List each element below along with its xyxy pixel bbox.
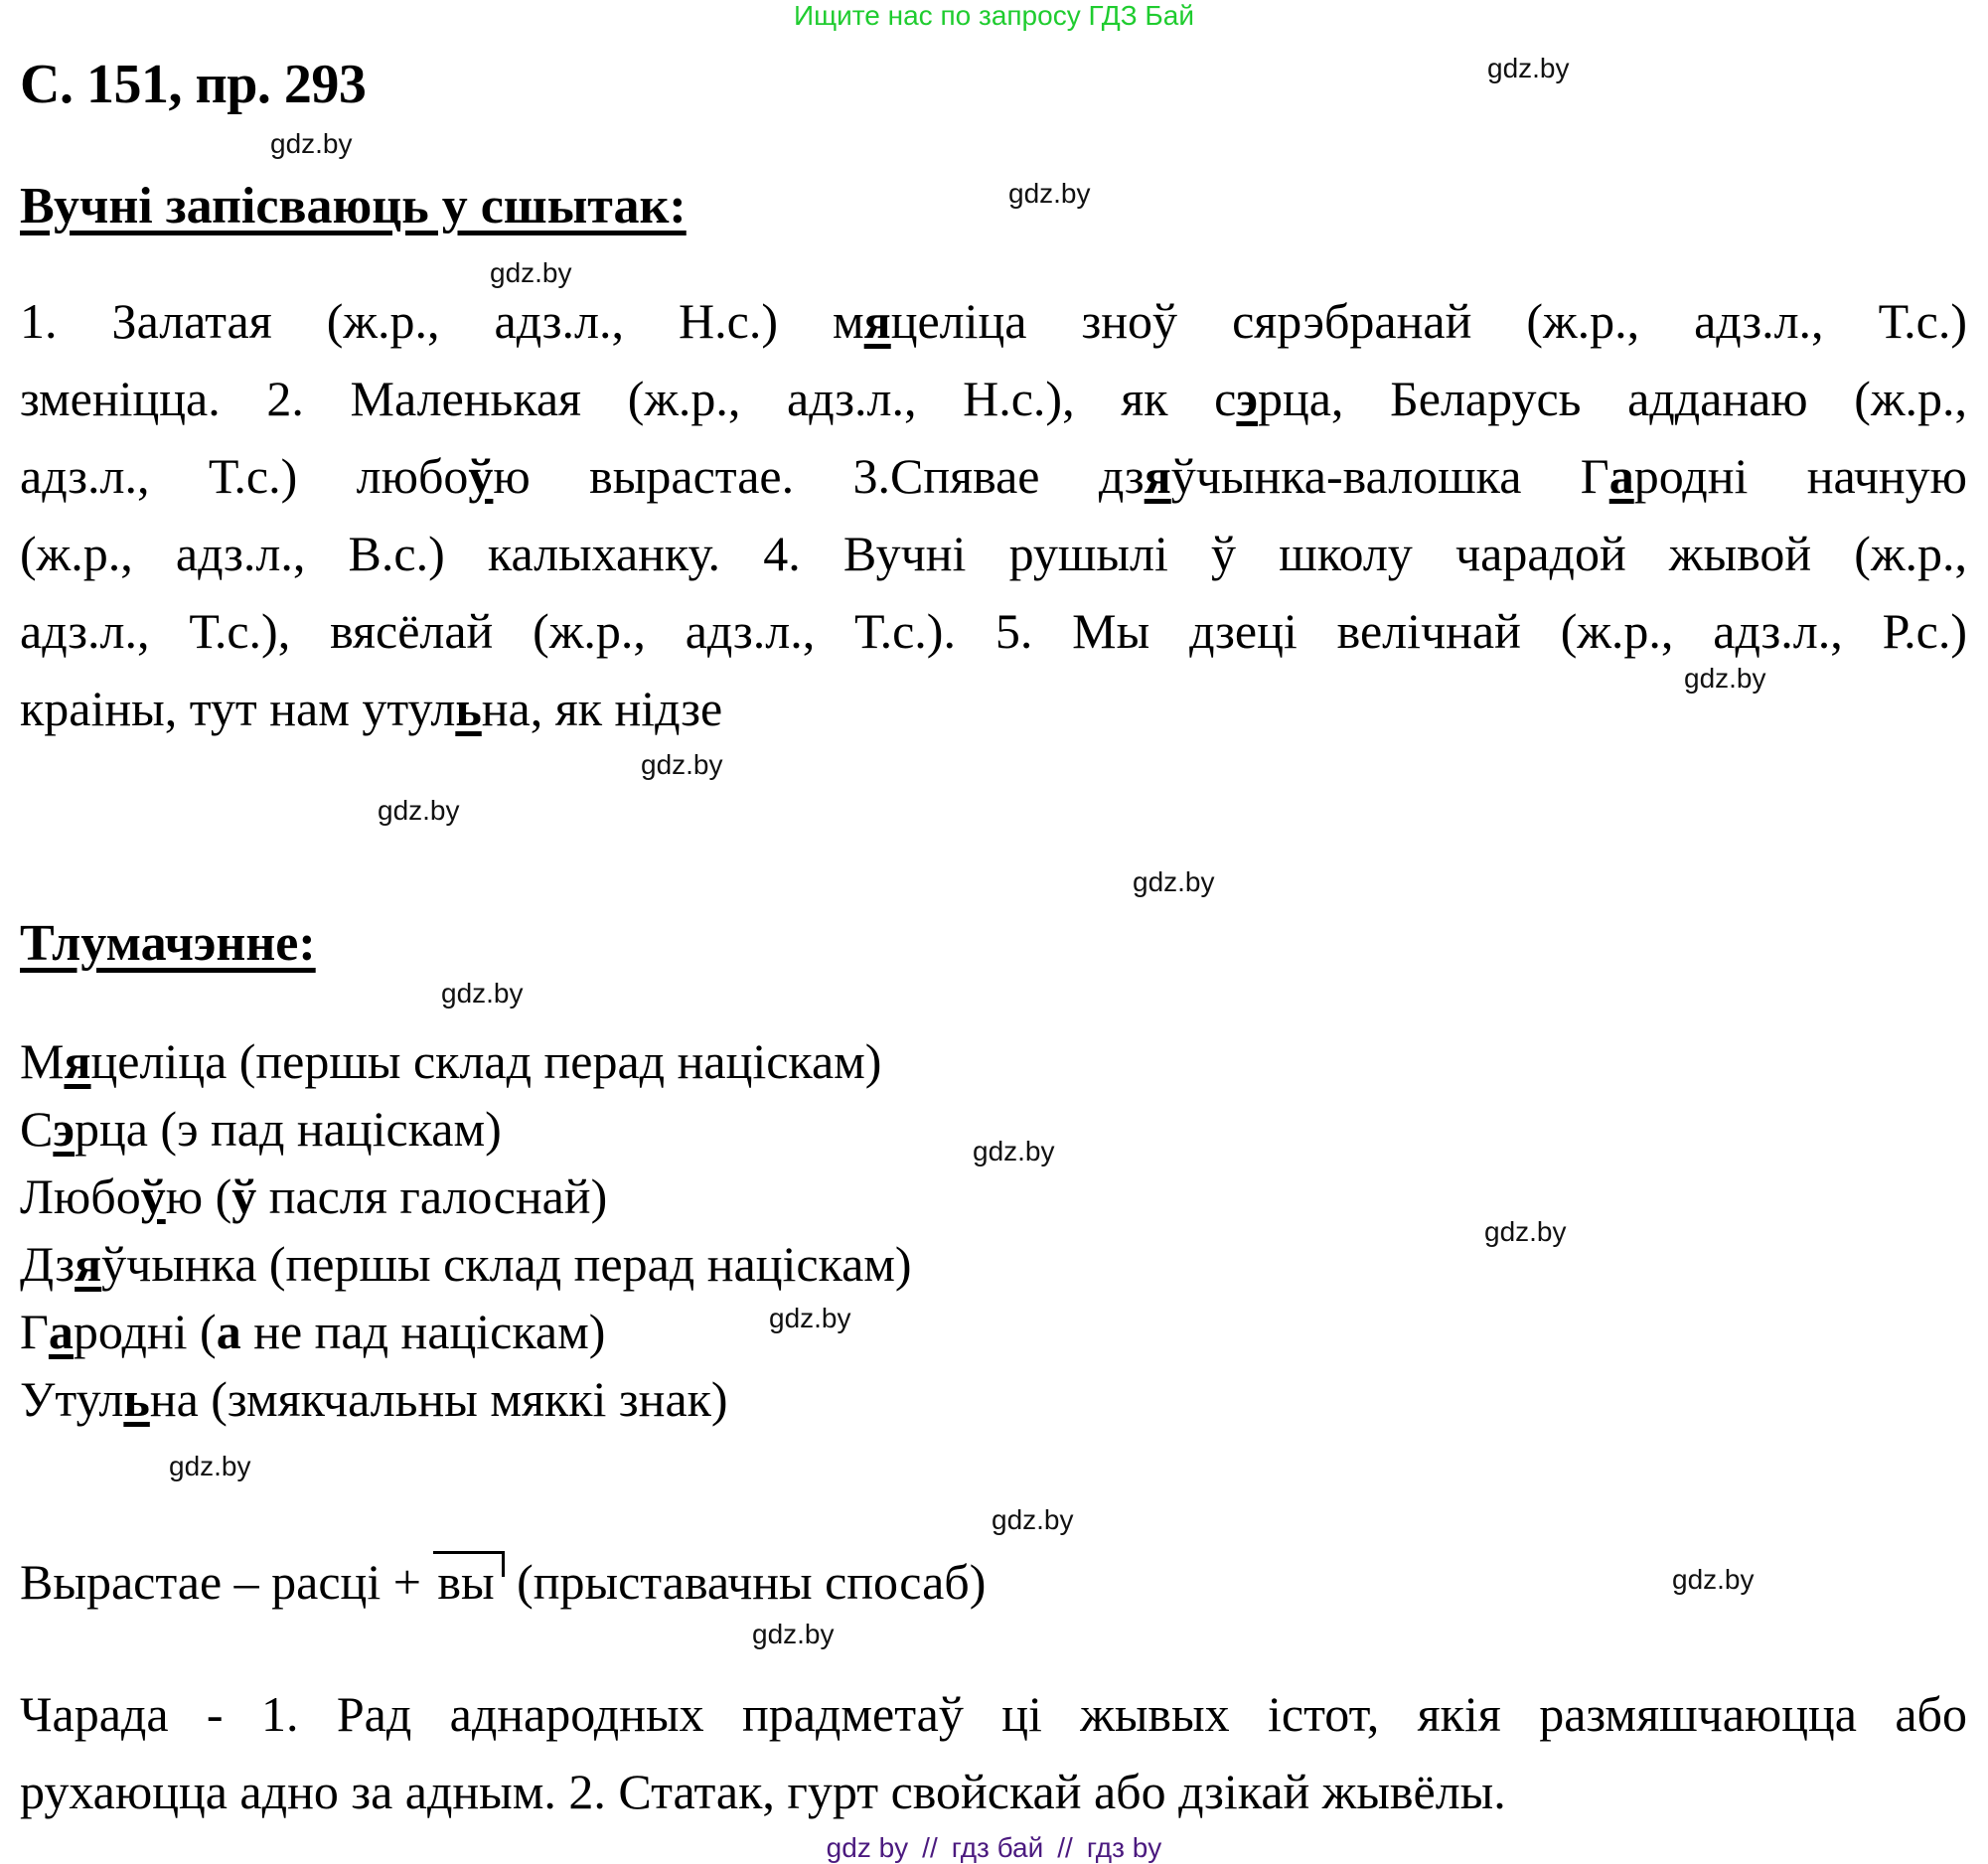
prefix-mark-icon: вы	[433, 1551, 504, 1610]
search-banner[interactable]: Ищите нас по запросу ГДЗ Бай	[793, 0, 1195, 31]
explanation-item: Утульна (змякчальны мяккі знак)	[20, 1371, 728, 1427]
explanation-item: Гародні (а не пад націскам)	[20, 1304, 606, 1359]
watermark: gdz.by	[752, 1619, 835, 1649]
marked-letter: э	[53, 1101, 75, 1157]
watermark: gdz.by	[490, 257, 572, 288]
watermark: gdz.by	[641, 749, 723, 780]
watermark: gdz.by	[169, 1451, 251, 1481]
explanation-item: Дзяўчынка (першы склад перад націскам)	[20, 1236, 912, 1292]
watermark: gdz.by	[992, 1504, 1074, 1535]
footer-link[interactable]: гдз бай	[951, 1832, 1044, 1863]
section-heading-notebook: Вучні запісваюць у сшытак:	[20, 178, 687, 234]
marked-letter: а	[48, 1304, 74, 1359]
watermark: gdz.by	[1487, 53, 1570, 83]
marked-letter: ь	[455, 681, 482, 736]
watermark: gdz.by	[378, 795, 460, 826]
explanation-list	[20, 1027, 912, 1433]
marked-letter: а	[1608, 448, 1634, 504]
marked-letter: э	[1236, 371, 1258, 426]
word-formation: Вырастае – расці + вы (прыставачны спосаб)	[20, 1550, 986, 1614]
section-heading-explanation: Тлумачэнне:	[20, 915, 316, 972]
definition-text	[20, 1675, 1967, 1830]
exercise-line: адз.л., Т.с.), вясёлай (ж.р., адз.л., Т.с.). 5. Мы дзеці велічнай (ж.р., адз.л., Р.с.)	[20, 603, 1967, 659]
marked-letter: я	[863, 293, 891, 349]
marked-letter: ь	[123, 1371, 150, 1427]
footer-link[interactable]: гдз by	[1086, 1832, 1162, 1863]
exercise-line: (ж.р., адз.л., В.с.) калыханку. 4. Вучні рушылі ў школу чарадой жывой (ж.р.,	[20, 526, 1967, 581]
watermark: gdz.by	[973, 1136, 1055, 1166]
marked-letter: ў	[468, 448, 494, 504]
page-title: С. 151, пр. 293	[20, 54, 367, 115]
marked-letter: ў	[140, 1168, 166, 1224]
watermark: gdz.by	[769, 1303, 851, 1333]
watermark: gdz.by	[1684, 663, 1766, 694]
watermark: gdz.by	[1672, 1564, 1755, 1595]
exercise-line: 1. Залатая (ж.р., адз.л., Н.с.) мяцеліца зноў сярэбранай (ж.р., адз.л., Т.с.)	[20, 293, 1967, 349]
exercise-line: адз.л., Т.с.) любоўю вырастае. 3.Спявае дзяўчынка-валошка Гародні начную	[20, 448, 1967, 504]
watermark: gdz.by	[1484, 1216, 1567, 1247]
marked-letter: я	[75, 1236, 102, 1292]
marked-letter: я	[64, 1033, 91, 1089]
footer-links: gdz by // гдз бай // гдз by	[826, 1832, 1162, 1863]
definition-line: рухаюцца адно за адным. 2. Статак, гурт свойскай або дзікай жывёлы.	[20, 1764, 1506, 1819]
exercise-text	[20, 282, 1967, 747]
explanation-item: Любоўю (ў пасля галоснай)	[20, 1168, 608, 1224]
exercise-line: зменіцца. 2. Маленькая (ж.р., адз.л., Н.с.), як сэрца, Беларусь адданаю (ж.р.,	[20, 371, 1968, 426]
definition-line: Чарада - 1. Рад аднародных прадметаў ці жывых істот, якія размяшчаюцца або	[20, 1686, 1967, 1742]
watermark: gdz.by	[270, 128, 353, 159]
marked-letter: я	[1144, 448, 1171, 504]
watermark: gdz.by	[1008, 178, 1091, 209]
explanation-item: Мяцеліца (першы склад перад націскам)	[20, 1033, 882, 1089]
exercise-line: краіны, тут нам утульна, як нідзе	[20, 681, 723, 736]
watermark: gdz.by	[441, 978, 524, 1009]
explanation-item: Сэрца (э пад націскам)	[20, 1101, 502, 1157]
watermark: gdz.by	[1133, 866, 1215, 897]
footer-link[interactable]: gdz by	[826, 1832, 909, 1863]
